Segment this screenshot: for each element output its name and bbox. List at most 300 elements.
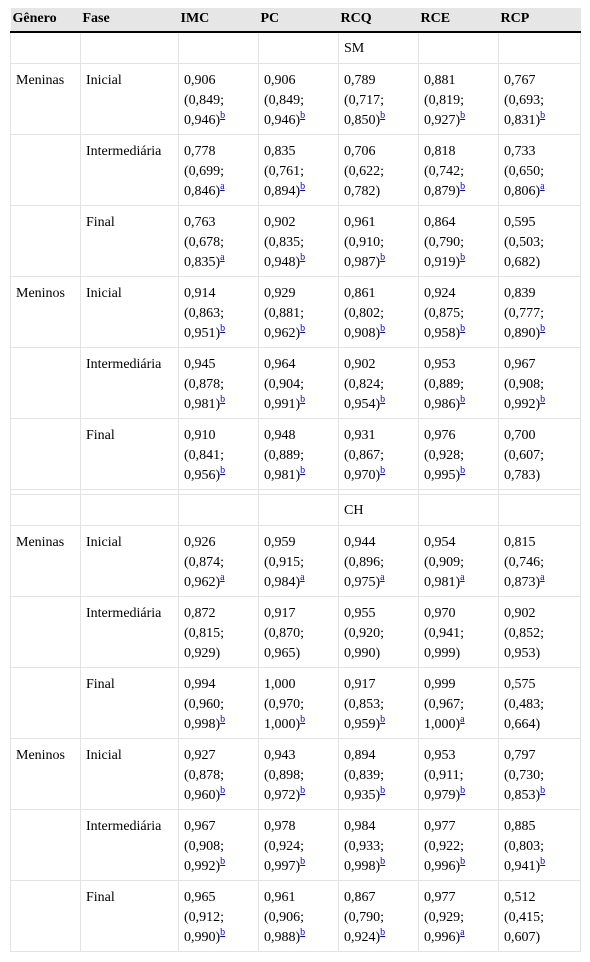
ci-lower: (0,924; [264,839,305,854]
header-rcp: RCP [499,8,581,32]
ci-lower: (0,920; [344,626,385,641]
auc-value: 0,999 [424,677,456,692]
auc-value: 0,965 [184,890,216,905]
section-row [11,495,581,526]
footnote-link[interactable]: a [460,572,465,584]
footnote-link[interactable]: b [380,927,386,939]
ci-lower: (0,875; [424,306,465,321]
ci-lower: (0,819; [424,93,465,108]
auc-value: 0,964 [264,357,296,372]
auc-value: 0,959 [264,535,296,550]
ci-lower: (0,867; [344,448,385,463]
footnote-marker [220,179,224,192]
table-row [11,881,581,952]
footnote-marker [460,712,464,725]
footnote-marker [300,925,305,938]
footnote-link[interactable]: a [220,252,225,264]
footnote-marker [220,854,225,867]
value-cell [339,419,419,490]
footnote-link[interactable]: b [300,927,306,939]
header-pc: PC [259,8,339,32]
footnote-link[interactable]: b [540,323,546,335]
footnote-link[interactable]: b [300,252,306,264]
auc-value: 0,978 [264,819,296,834]
ci-upper: 0,835) [184,255,221,270]
ci-lower: (0,730; [504,768,545,783]
ci-lower: (0,896; [344,555,385,570]
empty-cell [81,32,179,64]
empty-cell [179,495,259,526]
ci-upper: 0,894) [264,184,301,199]
footnote-marker [300,463,305,476]
footnote-marker [460,925,464,938]
footnote-link[interactable]: b [300,465,306,477]
footnote-link[interactable]: a [380,572,385,584]
ci-upper: 0,970) [344,468,381,483]
table-row [11,668,581,739]
auc-value: 0,944 [344,535,376,550]
ci-upper: 0,935) [344,788,381,803]
footnote-link[interactable]: a [220,181,225,193]
phase-cell: Final [81,419,179,490]
value-cell [419,64,499,135]
footnote-link[interactable]: b [380,323,386,335]
footnote-marker [380,392,385,405]
footnote-marker [460,179,465,192]
ci-upper: 0,988) [264,930,301,945]
footnote-marker [540,321,545,334]
gender-cell [11,810,81,881]
ci-upper: 0,975) [344,575,381,590]
value-cell [259,810,339,881]
header-genero: Gênero [11,8,81,32]
footnote-marker [220,463,225,476]
ci-lower: (0,960; [184,697,225,712]
value-cell [339,597,419,668]
auc-value: 0,789 [344,73,376,88]
footnote-marker [220,925,225,938]
footnote-marker [460,321,465,334]
auc-value: 0,767 [504,73,536,88]
phase-cell: Inicial [81,64,179,135]
value-cell [499,526,581,597]
value-cell [339,668,419,739]
footnote-link[interactable]: b [220,856,226,868]
auc-value: 1,000 [264,677,296,692]
footnote-marker [380,321,385,334]
ci-upper: 0,958) [424,326,461,341]
ci-upper: 0,995) [424,468,461,483]
ci-upper: 0,946) [264,113,301,128]
footnote-marker [460,783,465,796]
footnote-link[interactable]: b [220,927,226,939]
footnote-link[interactable]: b [220,785,226,797]
value-cell [179,348,259,419]
auc-value: 0,797 [504,748,536,763]
ci-upper: 0,991) [264,397,301,412]
auc-value: 0,970 [424,606,456,621]
value-cell [499,64,581,135]
auc-value: 0,977 [424,819,456,834]
ci-lower: (0,967; [424,697,465,712]
gender-cell [11,419,81,490]
empty-cell [11,495,81,526]
ci-lower: (0,483; [504,697,545,712]
ci-upper: 0,951) [184,326,221,341]
table-row [11,135,581,206]
value-cell [179,810,259,881]
ci-lower: (0,803; [504,839,545,854]
auc-value: 0,945 [184,357,216,372]
value-cell [419,739,499,810]
auc-value: 0,881 [424,73,456,88]
footnote-link[interactable]: a [540,181,545,193]
ci-lower: (0,852; [504,626,545,641]
gender-cell: Meninos [11,739,81,810]
value-cell [499,810,581,881]
phase-cell: Final [81,206,179,277]
ci-lower: (0,889; [264,448,305,463]
footnote-marker [300,179,305,192]
footnote-link[interactable]: b [220,714,226,726]
ci-upper: 0,846) [184,184,221,199]
ci-lower: (0,622; [344,164,385,179]
auc-value: 0,977 [424,890,456,905]
auc-value: 0,917 [264,606,296,621]
value-cell [179,64,259,135]
ci-upper: 0,996) [424,859,461,874]
auc-value: 0,872 [184,606,216,621]
auc-table [10,8,581,952]
ci-lower: (0,849; [264,93,305,108]
footnote-marker [460,108,465,121]
ci-lower: (0,835; [264,235,305,250]
ci-lower: (0,761; [264,164,305,179]
ci-lower: (0,970; [264,697,305,712]
ci-lower: (0,928; [424,448,465,463]
footnote-link[interactable]: b [220,465,226,477]
phase-cell: Inicial [81,526,179,597]
table-body [11,32,581,952]
table-row [11,64,581,135]
gender-cell [11,881,81,952]
ci-lower: (0,415; [504,910,545,925]
footnote-link[interactable]: b [460,785,466,797]
footnote-link[interactable]: b [460,252,466,264]
footnote-link[interactable]: b [300,785,306,797]
footnote-marker [300,108,305,121]
empty-cell [259,32,339,64]
value-cell [339,526,419,597]
value-cell [259,526,339,597]
value-cell [259,64,339,135]
footnote-marker [460,392,465,405]
ci-upper: 0,962) [184,575,221,590]
auc-value: 0,954 [424,535,456,550]
phase-cell: Intermediária [81,597,179,668]
value-cell [339,881,419,952]
ci-upper: 1,000) [264,717,301,732]
empty-cell [499,32,581,64]
auc-value: 0,700 [504,428,536,443]
value-cell [339,206,419,277]
phase-cell: Intermediária [81,810,179,881]
table-header [11,8,581,32]
auc-value: 0,575 [504,677,536,692]
footnote-marker [460,250,465,263]
value-cell [499,597,581,668]
value-cell [339,739,419,810]
auc-value: 0,778 [184,144,216,159]
ci-lower: (0,853; [344,697,385,712]
ci-upper: 0,956) [184,468,221,483]
ci-lower: (0,881; [264,306,305,321]
footnote-link[interactable]: b [380,465,386,477]
footnote-marker [220,250,224,263]
auc-value: 0,835 [264,144,296,159]
value-cell [179,135,259,206]
ci-lower: (0,911; [424,768,464,783]
ci-lower: (0,824; [344,377,385,392]
phase-cell: Inicial [81,277,179,348]
ci-lower: (0,941; [424,626,465,641]
footnote-link[interactable]: b [540,856,546,868]
ci-lower: (0,849; [184,93,225,108]
footnote-link[interactable]: b [220,394,226,406]
value-cell [339,277,419,348]
gender-cell: Meninos [11,277,81,348]
ci-upper: 0,664) [504,717,541,732]
footnote-link[interactable]: b [300,110,306,122]
ci-lower: (0,777; [504,306,545,321]
footnote-marker [540,854,545,867]
ci-upper: 0,954) [344,397,381,412]
ci-upper: 0,927) [424,113,461,128]
footnote-link[interactable]: b [460,856,466,868]
auc-value: 0,894 [344,748,376,763]
auc-value: 0,929 [264,286,296,301]
footnote-link[interactable]: b [380,785,386,797]
ci-lower: (0,898; [264,768,305,783]
ci-upper: 0,908) [344,326,381,341]
empty-cell [81,495,179,526]
footnote-link[interactable]: b [460,465,466,477]
ci-upper: 0,831) [504,113,541,128]
footnote-link[interactable]: b [300,856,306,868]
ci-upper: 0,981) [184,397,221,412]
auc-value: 0,914 [184,286,216,301]
footnote-link[interactable]: a [220,572,225,584]
ci-lower: (0,699; [184,164,225,179]
value-cell [179,419,259,490]
ci-upper: 0,890) [504,326,541,341]
value-cell [179,526,259,597]
footnote-link[interactable]: b [460,181,466,193]
ci-upper: 0,998) [184,717,221,732]
auc-value: 0,910 [184,428,216,443]
value-cell [339,64,419,135]
phase-cell: Inicial [81,739,179,810]
ci-lower: (0,908; [504,377,545,392]
auc-value: 0,706 [344,144,376,159]
ci-upper: 0,962) [264,326,301,341]
gender-cell [11,206,81,277]
ci-upper: 0,953) [504,646,541,661]
footnote-link[interactable]: b [460,110,466,122]
auc-value: 0,953 [424,748,456,763]
footnote-marker [300,854,305,867]
ci-lower: (0,650; [504,164,545,179]
auc-value: 0,864 [424,215,456,230]
footnote-link[interactable]: a [300,572,305,584]
ci-upper: 0,946) [184,113,221,128]
footnote-marker [380,783,385,796]
auc-value: 0,967 [504,357,536,372]
auc-value: 0,961 [344,215,376,230]
ci-lower: (0,742; [424,164,465,179]
auc-value: 0,815 [504,535,536,550]
ci-upper: 0,990) [184,930,221,945]
value-cell [419,135,499,206]
auc-value: 0,984 [344,819,376,834]
value-cell [419,348,499,419]
footnote-marker [540,570,544,583]
value-cell [499,881,581,952]
ci-lower: (0,870; [264,626,305,641]
table-row [11,206,581,277]
footnote-link[interactable]: b [540,394,546,406]
value-cell [179,206,259,277]
footnote-link[interactable]: b [540,785,546,797]
footnote-link[interactable]: b [380,252,386,264]
value-cell [419,419,499,490]
footnote-link[interactable]: b [300,394,306,406]
footnote-link[interactable]: b [300,714,306,726]
phase-cell: Intermediária [81,135,179,206]
ci-upper: 0,783) [504,468,541,483]
gender-cell [11,348,81,419]
empty-cell [11,32,81,64]
footnote-marker [300,321,305,334]
ci-lower: (0,790; [344,910,385,925]
empty-cell [419,32,499,64]
footnote-link[interactable]: b [380,110,386,122]
table-row [11,810,581,881]
ci-lower: (0,908; [184,839,225,854]
footnote-marker [460,570,464,583]
footnote-marker [220,712,225,725]
ci-lower: (0,878; [184,768,225,783]
empty-cell [499,495,581,526]
ci-upper: 0,941) [504,859,541,874]
footnote-marker [220,392,225,405]
ci-upper: 0,853) [504,788,541,803]
auc-value: 0,917 [344,677,376,692]
ci-upper: 0,986) [424,397,461,412]
footnote-link[interactable]: b [460,323,466,335]
ci-upper: 0,997) [264,859,301,874]
header-fase: Fase [81,8,179,32]
footnote-link[interactable]: b [380,394,386,406]
ci-upper: 0,998) [344,859,381,874]
ci-lower: (0,678; [184,235,225,250]
ci-lower: (0,922; [424,839,465,854]
auc-value: 0,512 [504,890,536,905]
header-imc: IMC [179,8,259,32]
ci-upper: 0,999) [424,646,461,661]
auc-value: 0,943 [264,748,296,763]
auc-value: 0,733 [504,144,536,159]
value-cell [339,135,419,206]
footnote-link[interactable]: b [380,856,386,868]
ci-upper: 0,682) [504,255,541,270]
ci-upper: 0,960) [184,788,221,803]
value-cell [179,277,259,348]
value-cell [259,668,339,739]
footnote-link[interactable]: b [380,714,386,726]
value-cell [179,739,259,810]
footnote-link[interactable]: b [220,110,226,122]
ci-lower: (0,929; [424,910,465,925]
footnote-link[interactable]: a [460,927,465,939]
ci-lower: (0,915; [264,555,305,570]
ci-lower: (0,910; [344,235,385,250]
section-label: CH [339,495,419,526]
ci-lower: (0,878; [184,377,225,392]
footnote-link[interactable]: a [540,572,545,584]
section-row [11,32,581,64]
footnote-marker [300,250,305,263]
footnote-marker [540,783,545,796]
table-row [11,348,581,419]
footnote-marker [460,854,465,867]
value-cell [339,810,419,881]
ci-lower: (0,874; [184,555,225,570]
empty-cell [259,495,339,526]
footnote-link[interactable]: b [460,394,466,406]
value-cell [179,668,259,739]
auc-value: 0,961 [264,890,296,905]
footnote-marker [380,108,385,121]
ci-lower: (0,912; [184,910,225,925]
value-cell [499,668,581,739]
footnote-link[interactable]: b [300,323,306,335]
auc-value: 0,885 [504,819,536,834]
value-cell [259,419,339,490]
footnote-link[interactable]: b [220,323,226,335]
gender-cell: Meninas [11,64,81,135]
ci-upper: 0,850) [344,113,381,128]
header-rce: RCE [419,8,499,32]
footnote-link[interactable]: b [300,181,306,193]
table-row [11,739,581,810]
footnote-link[interactable]: b [540,110,546,122]
ci-upper: 0,979) [424,788,461,803]
ci-upper: 0,992) [184,859,221,874]
ci-lower: (0,746; [504,555,545,570]
phase-cell: Final [81,881,179,952]
ci-upper: 0,965) [264,646,301,661]
footnote-link[interactable]: a [460,714,465,726]
table-row [11,419,581,490]
ci-upper: 0,987) [344,255,381,270]
gender-cell: Meninas [11,526,81,597]
value-cell [419,277,499,348]
gender-cell [11,135,81,206]
ci-upper: 0,924) [344,930,381,945]
header-rcq: RCQ [339,8,419,32]
footnote-marker [300,392,305,405]
